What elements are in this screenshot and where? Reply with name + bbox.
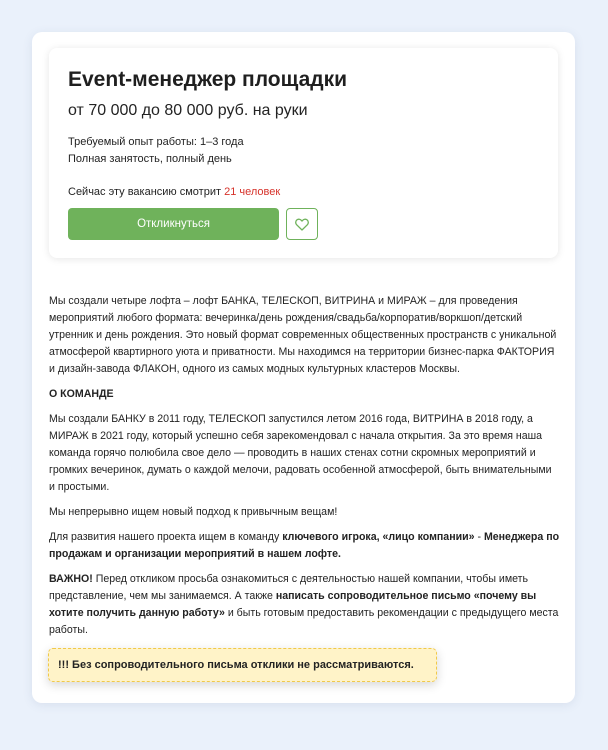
vacancy-page — [32, 32, 575, 703]
important-text-2: и быть готовым предоставить рекомендации с предыдущего места работы. — [49, 607, 559, 636]
team-heading: О КОМАНДЕ — [49, 388, 114, 400]
favorite-button[interactable] — [286, 208, 318, 240]
viewers-prefix: Сейчас эту вакансию смотрит — [68, 186, 225, 198]
team-paragraph: Мы создали БАНКУ в 2011 году, ТЕЛЕСКОП запустился летом 2016 года, ВИТРИНА в 2018 году, а МИРАЖ в 2021 году, который успешно себя зарекомендовал с начала открытия. За это время наша команда горячо полюбила свое дело — проводить в наших стенах сотни скромных мероприятий и громких вечеринок, думать о каждой мелочи, радовать особенной атмосферой, быть внимательными и простыми. — [49, 413, 552, 493]
salary: от 70 000 до 80 000 руб. на руки — [68, 102, 308, 119]
search-bold-role: Менеджера по продажам и организации мероприятий в нашем лофте. — [49, 531, 560, 560]
search-bold-key-player: ключевого игрока, «лицо компании» — [282, 531, 475, 543]
approach-paragraph: Мы непрерывно ищем новый подход к привычным вещам! — [49, 506, 338, 518]
vacancy-title: Event-менеджер площадки — [68, 68, 348, 91]
apply-button[interactable]: Откликнуться — [68, 208, 279, 240]
important-paragraph — [49, 571, 560, 639]
important-bold: написать сопроводительное письмо «почему вы хотите получить данную работу» — [49, 590, 537, 619]
search-paragraph — [49, 529, 560, 563]
search-separator: - — [474, 531, 484, 543]
viewers-line — [68, 186, 280, 198]
viewers-count: 21 человек — [224, 186, 281, 198]
employment-type: Полная занятость, полный день — [68, 153, 232, 165]
intro-paragraph: Мы создали четыре лофта – лофт БАНКА, ТЕЛЕСКОП, ВИТРИНА и МИРАЖ – для проведения мероприятий любого формата: вечеринка/день рождения/свадьба/корпоратив/воркшоп/детский утренник и день рождения. Это новый формат современных общественных пространств с уникальной атмосферой квартирного уюта и приватности. Мы находимся на территории бизнес-парка ФАКТОРИЯ и дизайн-завода ФЛАКОН, одного из самых модных культурных кластеров Москвы. — [49, 295, 557, 375]
important-label: ВАЖНО! — [49, 573, 93, 585]
vacancy-header-card — [49, 48, 558, 258]
important-text-1: Перед откликом просьба ознакомиться с деятельностью нашей компании, чтобы иметь представление, чем мы занимаемся. А также — [49, 573, 529, 602]
cover-letter-notice: !!! Без сопроводительного письма отклики не рассматриваются. — [48, 648, 437, 682]
vacancy-description — [49, 293, 560, 647]
search-prefix: Для развития нашего проекта ищем в команду — [49, 531, 283, 543]
experience-requirement: Требуемый опыт работы: 1–3 года — [68, 136, 244, 148]
heart-outline-icon — [295, 218, 309, 231]
